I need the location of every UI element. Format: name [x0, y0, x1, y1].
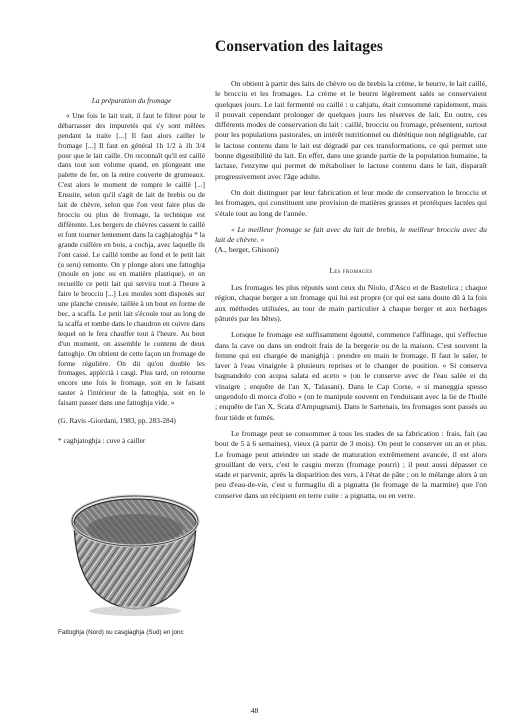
paragraph: Lorsque le fromage est suffisamment égoutté, commence l'affinage, qui s'effectue dans la cave ou dans un endroit frais de la bergerie ou de la maison. C'est souvent la femme qui est chargée de manighjà : prendre en main le fromage. Il faut le saler, le laver à l'eau vinaigrée à plusieurs reprises et le changer de position. « Si conserva bagnandolo con acqua salata ed aceto » (on le conserve avec de l'eau salée et du vinaigre ; enquête de l'an X, Talasani). Dans le Cap Corse, « si maneggia spesso ungendolo di morca d'olio » (on le manipule souvent en l'enduisant avec la lie de l'huile ; enquête de l'an X, Scata d'Ampugnani). Dans le Sartenais, les fromages sont passés au four tiède et fumés.: [215, 330, 487, 422]
quote-reference: (G. Ravis -Giordani, 1983, pp. 283-284): [58, 416, 176, 426]
page-number: 48: [250, 706, 259, 715]
paragraph: On obtient à partir des laits de chèvre ou de brebis la crème, le beurre, le lait caillé, le brocciu et les fromages. La crème et le beurre légèrement salés se conservaient quelques jours. Le lait fermenté ou caillé : u cahjatu, était consommé rapidement, mais il pouvait cependant prolonger de quelques jours les réserves de lait. En outre, ces différents modes de conservation du lait : caillé, brocciu ou fromage, présentent, surtout pour les populations pastorales, un intérêt nutritionnel ou diététique non négligeable, car le lactose contenu dans le lait est dégradé par ces transformations, ce qui permet une bonne digestibilité du lait. En effet, dans une grande partie de la population humaine, la lactase, l'enzyme qui permet de métaboliser le lactose contenu dans le lait, disparaît progressivement avec l'âge adulte.: [215, 79, 487, 181]
section-heading: Les fromages: [329, 265, 373, 275]
paragraph: Le fromage peut se consommer à tous les stades de sa fabrication : frais, fait (au bout de 5 à 6 semaines), vieux (à partir de 3 mois). On peut le conserver un an et plus. Le fromage peut atteindre un stade de maturation extrêmement avancée, il est alors grouillant de vers, c'est le casgiu merzu (fromage pourri) ; il peut aussi dépasser ce stade et parvenir, après la disparition des vers, à l'état de pâte ; on le mélange alors à un peu d'eau-de-vie, c'est u furmagliu di a pignatta (le fromage de la marmite) que l'on conserve dans un récipient en terre cuite : a pignatta, ou en verre.: [215, 428, 487, 500]
page-title: Conservation des laitages: [215, 38, 383, 55]
left-subheading: La préparation du fromage: [91, 96, 172, 105]
paragraph: On doit distinguer par leur fabrication et leur mode de conservation le brocciu et les fromages, qui constituent une provision de matières grasses et protéiques lactées qui s'étale tout au long de l'année.: [215, 187, 487, 218]
footnote: * caghjatoghja : cuve à cailler: [58, 436, 146, 445]
cheese-preparation-quote: « Une fois le lait trait, il faut le filtrer pour le débarrasser des impuretés qui s'y sont mêlées pendant la traite [...] Il faut alors cailler le fromage [...] Il faut en général 1h 1/2 à 1h 3/4 pour que le lait caille. On reconnaît qu'il est caillé dans tout son volume quand, en plongeant une palette de fer, on la retire couverte de grumeaux. C'est alors le moment de rompre le caillé [...] Ensuite, selon qu'il s'agit de lait de brebis ou de lait de chèvre, selon que l'on veut faire plus de brocciu ou plus de fromage, la technique est différente. Les bergers de chèvres cassent le caillé et font tourner lentement dans la caghjatoghja * la grande cuillère en bois, a cochja, avec laquelle ils l'ont cassé. Le caillé tombe au fond et le petit lait (u seru) remonte. On y plonge alors une fattoghja (moule en jonc ou en matière plastique), et on recueille ce petit lait qui servira tout à l'heure à faire le brocciu [...] Les moules sont disposés sur une planche creusée, taillée à un bout en forme de bec, a scaffa. Le petit lait s'écoule tout au long de la scaffa et tombe dans le chaudron en cuivre dans lequel on le fera chauffer tout à l'heure. Au bout d'un moment, on assemble le contenu de deux fattoghje. On obtient de cette façon un fromage de forme régulière. On dit qu'on double les fromages, appiccià i casgi. Plus tard, on retourne encore une fois le fromage, soit en le faisant sauter à l'intérieur de la fattoghja, soit en le faisant passer dans une fattoghja vide. »: [58, 110, 205, 408]
shepherd-quote: « Le meilleur fromage se fait avec du lait de brebis, le meilleur brocciu avec du lait de chèvre. »: [215, 224, 487, 245]
right-column: [215, 79, 487, 507]
paragraph: Les fromages les plus réputés sont ceux du Niolo, d'Asco et de Bastelica ; chaque région, chaque berger a un fromage qui lui est propre (ce qui est sans doute dû à la fois aux méthodes utilisées, au tour de main particulier à chaque berger et aux herbages pâturés par les bêtes).: [215, 283, 487, 323]
figure-caption: Fattoghja (Nord) ou casgiaghja (Sud) en jonc: [58, 629, 184, 636]
basket-illustration: [66, 485, 204, 625]
left-column: [58, 96, 205, 446]
shepherd-quote-reference: (A., berger, Ghisoni): [215, 245, 279, 255]
